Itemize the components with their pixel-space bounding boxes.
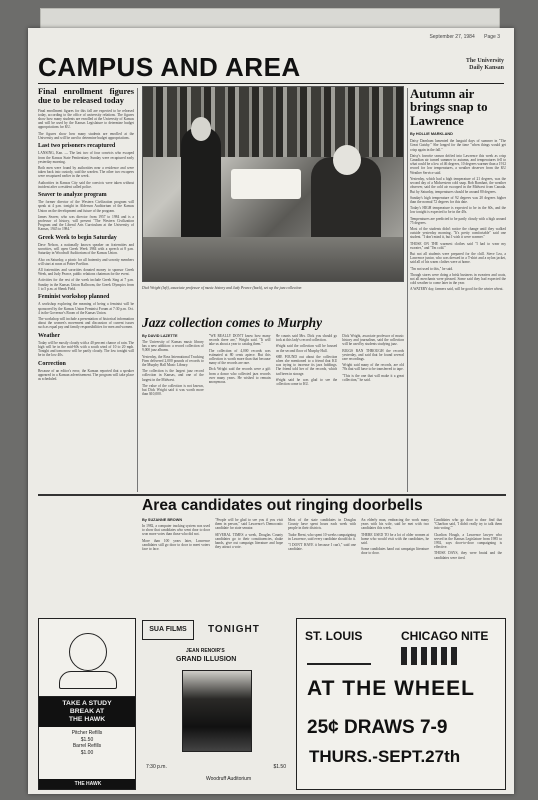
at-the-wheel-label: AT THE WHEEL — [307, 677, 475, 700]
brief-headline-prisoners: Last two prisoners recaptured — [38, 143, 116, 150]
section-title: CAMPUS AND AREA — [38, 52, 301, 82]
cand-col-4: An elderly man, embracing the work many years with his wife, said he met with two candidates this week. THERE USED TO be a lot of older women at home who would visit with the candidates, he said. Some candidates hand out campaign literature door to door. — [361, 518, 429, 556]
thursday-date-line: THURS.-SEPT.27th — [309, 747, 461, 766]
jazz-columns — [142, 334, 404, 484]
cand-col-1: By SUZANNE BROWN In 1982, a computer tracking system was used to show that candidates who went door to door won more votes than those who did not. More than 100 years later, Lawrence candidates still go door to door to meet voters face to face. — [142, 518, 210, 552]
draws-price-line: 25¢ DRAWS 7-9 — [307, 717, 448, 738]
brief-headline-seaver: Seaver to analyze program — [38, 191, 107, 198]
cand-col-2: "People will be glad to see you if you visit them in person," said Lawrence's Democratic candidate for state senator. SEVERAL TIMES a week, Douglas County candidates go to their constituencies, shake hands, give out campaign literature and hope they attract a vote. — [215, 518, 283, 550]
newspaper-page — [28, 28, 514, 794]
jazz-collection-photo — [142, 86, 404, 282]
cartoon-body — [59, 671, 117, 689]
brief-headline-enrollment: Final enrollment figures due to be released today — [38, 88, 134, 105]
sua-logo: SUA FILMS — [142, 620, 194, 640]
column-divider-right — [407, 88, 408, 492]
column-divider — [137, 88, 138, 492]
jazz-story — [142, 316, 404, 494]
autumn-headline: Autumn air brings snap to Lawrence — [410, 87, 488, 128]
chicago-skyline — [401, 647, 461, 665]
brief-headline-weather: Weather — [38, 332, 60, 339]
hawk-ad-illustration — [39, 619, 135, 697]
presenter-label: JEAN RENOIR'S — [186, 648, 225, 654]
cand-col-3: Most of the state candidates in Douglas County have spent hours each week with people in their districts. Tudor Brent, who spent 10 weeks campaigning in Lawrence, said every candidate should do it. "I DON'T HAVE it because I can't," said one candidate. — [288, 518, 356, 552]
nite-label: NITE — [461, 629, 489, 643]
table — [143, 237, 404, 282]
wheel-ad — [296, 618, 506, 790]
brief-headline-correction: Correction — [38, 360, 66, 367]
candidates-byline: By SUZANNE BROWN — [142, 518, 183, 522]
candidates-story — [142, 518, 506, 614]
section-rule — [38, 494, 506, 496]
autumn-body: Daisy Darnham lamented the languid days of summer in "The Great Gatsby." She longed for the time "when things would get crisp again in the fall." Daisy's favorite season drifted into Lawrence this week as crisp Canadian air turned summer to autumn, and temperatures fell to what could be a low of 46 degrees, 10 degrees warmer than a 1912 record for low temperatures, a weather observer from the KU Weather Service said. Yesterday, which had a high temperature of 21 degrees, was the second day of a Midwestern cold snap. Bob Barnhart, the weather observer, said the cold air swooped in the Midwest from Canada. But by Saturday, temperatures should be around 80 degrees. Sunday's high temperature of 92 degrees was 20 degrees higher than the normal 72 degrees for this date. Today's HIGH temperature is expected to be in the 60s, and the low tonight is expected to be in the 40s. Temperatures are predicted to be partly cloudy with a high around 75 degrees. Most of the students didn't notice the change until they walked outside yesterday morning. "It's pretty comfortable" said one student. "I don't mind it, but I wish it were warmer." THOSE ON THE warmest clothes said "I had to wear my sweater," and "I'm cold." But not all students were prepared for the chill. Steve Lea, a Lawrence junior, who was dressed in a T-shirt and a nylon jacket, said all of his warm clothes were at home. "I'm not used to this," he said. Though stores were doing a brisk business in sweaters and coats, not all merchants were pleased. Some said they had expected the cold weather to come later in the year. A WATERY day, farmers said, will be good for the winter wheat. — [410, 139, 506, 292]
backing-sheet — [40, 8, 500, 30]
film-time: 7:30 p.m. — [146, 764, 167, 770]
film-price: $1.50 — [273, 764, 286, 770]
hawk-ad — [38, 618, 136, 790]
brief-headline-greek: Greek Week to begin Saturday — [38, 234, 117, 241]
issue-date: September 27, 1984 — [429, 34, 475, 40]
jazz-col-3: He counts said Mrs. Dick you should go look at this lady's record collection. Wright said the collection will be housed on the second floor of Murphy Hall. SHE FOUND out about the collection when she mentioned to a friend that KU was trying to increase its jazz holdings. The friend told her of the records, which had been in storage. Wright said he was glad to see the collection come to KU. — [275, 334, 338, 387]
chicago-label: CHICAGO — [401, 629, 458, 643]
st-louis-label: ST. LOUIS — [305, 629, 363, 643]
page-header-meta — [421, 34, 500, 40]
jazz-col-4: Dick Wright, associate professor of music history and journalism, said the collection will be used by students studying jazz. BIGGS RAN THROUGH the records yesterday, and said that he found several rare recordings. Wright said many of the records, are old 78s that will have to be transferred to tape. "This is the one that will make it a great collection," he said. — [342, 334, 404, 382]
jazz-col-1: By DAVID LAZETTE The University of Kansas music library has a new addition: a record collection of 9,000 jazz albums. Yesterday, the Ross International Trucking Firm delivered 2,000 pounds of records to the Murphy Hall Music Library. The collection is the largest jazz record collection in Kansas, and one of the largest in the Midwest. The value of the collection is not known, but Dick Wright said it was worth more than $10,000. — [142, 334, 204, 397]
section-masthead — [38, 50, 504, 84]
film-venue: Woodruff Auditorium — [206, 776, 252, 782]
paper-logo: The University Daily Kansan — [465, 58, 504, 71]
brief-headline-feminist: Feminist workshop planned — [38, 294, 110, 301]
photo-caption: Dick Wright (left), associate professor of music history and Judy Pearce (back), set up the jazz collection — [142, 286, 302, 290]
page-number: Page 3 — [484, 34, 500, 40]
autumn-story — [410, 88, 506, 492]
jazz-col-2: "WE REALLY DON'T know how many records there are," Wright said. "It will take us about a year to catalog them." The collection of 4,000 records was estimated at 80 cents apiece. But this collection is worth more than that because many of the records are rare. Dick Wright said the records were a gift from a donor who collected jazz records over many years. He wished to remain anonymous. — [208, 334, 271, 385]
woman-head — [333, 145, 361, 175]
tonight-label: TONIGHT — [208, 624, 260, 635]
jazz-headline: Jazz collection comes to Murphy — [142, 315, 323, 330]
briefs-column: Final enrollment figures due to be released today Final enrollment figures for this fall are expected to be released today, according to the office of university relations. The figures show how many students are enrolled at the University of Kansas and will be used by the Kansas Legislature to determine budget appropriations for KU. The figures show how many students are enrolled at the University and will be used to determine budget appropriations. Last two prisoners recaptured LANSING, Kan. — The last two of four convicts who escaped from the Kansas State Penitentiary Sunday were recaptured early yesterday morning. Both men were found by authorities near a residence and were taken back into custody, said the warden. The other two escapees were recaptured earlier in the week. Authorities in Kansas City said the convicts were taken without incident after a resident called police. Seaver to analyze program The former director of the Western Civilization program will speak at 4 p.m. tonight in Alderson Auditorium of the Kansas Union on the development and future of the program. James Seaver, who was director from 1957 to 1984 and is a professor of history, will present "The Western Civilization Program and the Liberal Arts Curriculum at the University of Kansas, 1945 to 1984." Greek Week to begin Saturday Dave Nelson, a nationally known speaker on fraternities and sororities, will open Greek Week 1984 with a speech at 8 p.m. Saturday in Woodruff Auditorium of the Kansas Union. Also on Saturday, a picnic for all fraternity and sorority members will start at noon at Potter Pavilion. All fraternities and sororities donated money to sponsor Greek Week, and Judy Pearce, public relations chairman for the event. Activities for the rest of the week include Greek Sing at 7 p.m. Sunday in the Kansas Union Ballroom, the Greek Olympics from 1 to 5 p.m. at Shenk Field. Feminist workshop planned A workshop exploring the meaning of being a feminist will be sponsored by the Kansas Union Feminist Forum at 7:30 p.m. Oct. 4 in the Governor's Room of the Kansas Union. The workshop will include a presentation of historical information about the women's movement and discussion of current issues such as equal pay and family responsibilities for men and women. Weather Today will be mostly cloudy with a 40 percent chance of rain. The high will be in the mid-60s with a south wind of 10 to 20 mph. Tonight and tomorrow will be partly cloudy. The low tonight will be in the low 40s. Correction Because of an editor's error, the Kansan reported that a speaker appeared in a Kansan advertisement. The program will take place as scheduled. — [38, 88, 134, 382]
autumn-byline: By HOLLIE MARKLAND — [410, 132, 453, 137]
cartoon-face — [69, 633, 107, 671]
cand-col-5: Candidates who go door to door find that "Charlton said, 'I didn't really try to talk them into voting.'" Charlton Hough, a Lawrence lawyer who served in the Kansas Legislature from 1985 to 1992, says door-to-door campaigning is effective. THOSE DAYS, they were brutal and the candidates were tired. — [434, 518, 502, 560]
hawk-footer: THE HAWK — [39, 779, 136, 789]
drink-prices: Pitcher Refills $1.50 Barrel Refills $1.00 — [71, 730, 103, 756]
arch-skyline — [307, 649, 371, 665]
man-head — [191, 117, 211, 141]
candidates-headline: Area candidates out ringing doorbells — [142, 497, 423, 514]
film-still — [182, 670, 252, 752]
sua-films-ad — [142, 618, 292, 790]
jazz-byline: By DAVID LAZETTE — [142, 334, 178, 339]
film-title: GRAND ILLUSION — [176, 656, 237, 663]
study-break-banner: TAKE A STUDY BREAK AT THE HAWK — [39, 697, 135, 727]
record-sleeve — [231, 169, 301, 199]
